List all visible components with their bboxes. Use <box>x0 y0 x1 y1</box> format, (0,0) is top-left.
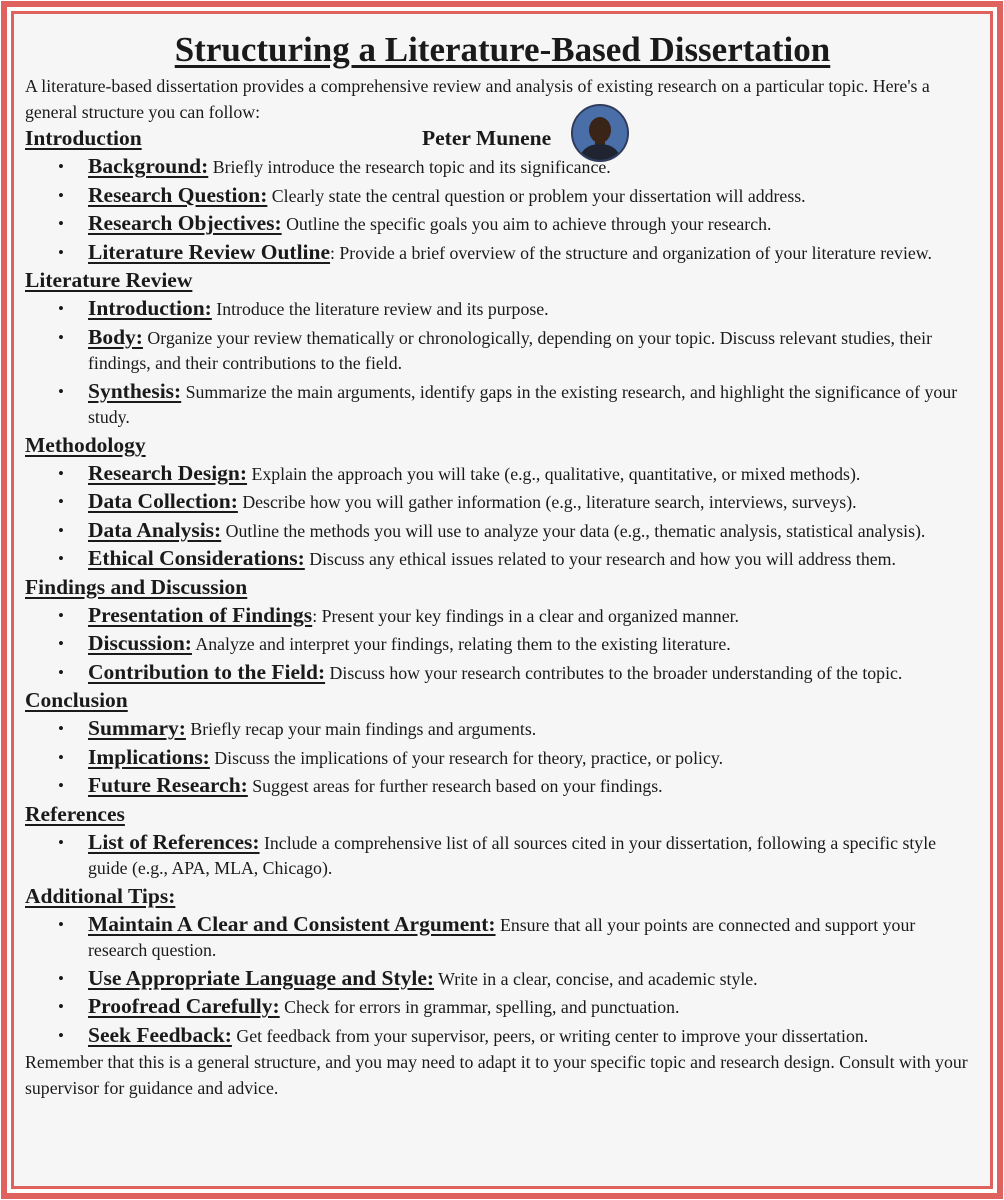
item-label: Summary: <box>88 716 186 740</box>
list-item <box>25 603 980 630</box>
bullet-icon: • <box>58 157 64 176</box>
bullet-list <box>25 716 980 800</box>
item-label: Introduction: <box>88 296 212 320</box>
item-text: Get feedback from your supervisor, peers, or writing center to improve your dissertation. <box>231 1025 869 1046</box>
item-label: Synthesis: <box>88 378 182 403</box>
item-text: Discuss the implications of your research for theory, practice, or policy. <box>209 747 724 768</box>
bullet-icon: • <box>58 549 64 568</box>
section-additional-tips <box>25 883 980 1050</box>
item-text: Include a comprehensive list of all sources cited in your dissertation, following a specific style guide (e.g., APA, MLA, Chicago). <box>88 832 937 878</box>
list-item <box>25 183 980 210</box>
section-conclusion <box>25 687 980 800</box>
item-label: Background: <box>88 154 209 178</box>
bullet-icon: • <box>58 185 64 205</box>
section-heading: Methodology <box>25 432 146 457</box>
bullet-icon: • <box>58 662 64 682</box>
item-label: Body: <box>88 324 143 349</box>
section-heading: Conclusion <box>25 688 128 712</box>
intro-paragraph: A literature-based dissertation provides a comprehensive review and analysis of existing research on a particular topic. Here's a general structure you can follow: <box>25 76 930 122</box>
item-label: Research Question: <box>88 182 268 207</box>
item-label: Future Research: <box>88 773 248 797</box>
bullet-icon: • <box>58 242 64 262</box>
section-literature-review <box>25 267 980 431</box>
author-name: Peter Munene <box>422 126 552 150</box>
closing-paragraph: Remember that this is a general structure, and you may need to adapt it to your specific topic and research design. Consult with your supervisor for guidance and advice. <box>25 1052 968 1098</box>
list-item <box>25 211 980 238</box>
item-text: Analyze and interpret your findings, relating them to the existing literature. <box>191 634 731 654</box>
list-item <box>25 461 980 488</box>
list-item <box>25 489 980 516</box>
item-text: Briefly introduce the research topic and its significance. <box>208 157 611 177</box>
item-text: Check for errors in grammar, spelling, and punctuation. <box>279 997 680 1017</box>
list-item <box>25 1023 980 1050</box>
item-label: Research Objectives: <box>88 211 282 235</box>
section-heading: Additional Tips: <box>25 883 176 908</box>
page-border-inner <box>11 11 993 1189</box>
item-label: Research Design: <box>88 460 248 485</box>
list-item <box>25 379 980 431</box>
item-text: Outline the methods you will use to analyze your data (e.g., thematic analysis, statistical analysis). <box>221 520 926 541</box>
item-text: Discuss how your research contributes to the broader understanding of the topic. <box>325 662 903 683</box>
item-label: Use Appropriate Language and Style: <box>88 965 435 990</box>
list-item <box>25 912 980 964</box>
bullet-icon: • <box>58 463 64 483</box>
item-label: Proofread Carefully: <box>88 994 280 1018</box>
section-introduction <box>25 125 980 266</box>
item-text: Describe how you will gather information (e.g., literature search, interviews, surveys). <box>237 492 857 512</box>
item-text: Discuss any ethical issues related to your research and how you will address them. <box>304 549 896 569</box>
item-label: Literature Review Outline <box>88 239 331 264</box>
item-text: Explain the approach you will take (e.g., qualitative, quantitative, or mixed methods). <box>247 463 861 484</box>
bullet-icon: • <box>58 968 64 988</box>
list-item <box>25 745 980 772</box>
item-text: : Provide a brief overview of the structure and organization of your literature review. <box>330 242 932 263</box>
bullet-icon: • <box>58 719 64 738</box>
item-label: Contribution to the Field: <box>88 659 326 684</box>
bullet-icon: • <box>58 605 64 625</box>
list-item <box>25 966 980 993</box>
section-heading: Literature Review <box>25 268 193 292</box>
item-label: List of References: <box>88 829 260 854</box>
item-label: Presentation of Findings <box>88 602 313 627</box>
bullet-icon: • <box>58 327 64 347</box>
list-item <box>25 325 980 377</box>
bullet-icon: • <box>58 914 64 934</box>
list-item <box>25 296 980 323</box>
item-label: Ethical Considerations: <box>88 546 305 570</box>
item-label: Discussion: <box>88 631 192 655</box>
item-label: Seek Feedback: <box>88 1022 232 1047</box>
section-heading: Introduction Peter Munene <box>25 125 980 152</box>
item-text: Clearly state the central question or problem your dissertation will address. <box>267 185 806 206</box>
section-heading: Findings and Discussion <box>25 574 248 599</box>
item-label: Data Analysis: <box>88 517 222 542</box>
list-item <box>25 240 980 267</box>
bullet-list <box>25 154 980 266</box>
list-item <box>25 994 980 1021</box>
document-body <box>25 30 980 1101</box>
list-item <box>25 830 980 882</box>
item-text: Outline the specific goals you aim to achieve through your research. <box>281 214 772 234</box>
bullet-icon: • <box>58 832 64 852</box>
bullet-icon: • <box>58 997 64 1016</box>
list-item <box>25 546 980 573</box>
item-text: Introduce the literature review and its purpose. <box>211 299 549 319</box>
list-item <box>25 518 980 545</box>
list-item <box>25 660 980 687</box>
list-item <box>25 716 980 743</box>
bullet-icon: • <box>58 1025 64 1045</box>
bullet-list <box>25 296 980 431</box>
section-references <box>25 801 980 882</box>
list-item <box>25 773 980 800</box>
list-item <box>25 631 980 658</box>
page-title: Structuring a Literature-Based Dissertation <box>174 30 831 69</box>
item-label: Data Collection: <box>88 489 238 513</box>
bullet-list <box>25 830 980 882</box>
bullet-icon: • <box>58 299 64 318</box>
item-label: Maintain A Clear and Consistent Argument: <box>88 911 496 936</box>
bullet-list <box>25 912 980 1050</box>
item-text: Organize your review thematically or chronologically, depending on your topic. Discuss relevant studies, their findings, and their contributions to the field. <box>88 327 933 373</box>
item-text: Write in a clear, concise, and academic style. <box>434 968 758 989</box>
item-text: Ensure that all your points are connected and support your research question. <box>88 914 916 960</box>
bullet-icon: • <box>58 520 64 540</box>
section-methodology <box>25 432 980 573</box>
item-text: Summarize the main arguments, identify gaps in the existing research, and highlight the significance of your study. <box>88 381 958 427</box>
item-text: : Present your key findings in a clear and organized manner. <box>312 605 739 626</box>
item-text: Suggest areas for further research based on your findings. <box>247 776 663 796</box>
list-item <box>25 154 980 181</box>
bullet-icon: • <box>58 381 64 401</box>
bullet-list <box>25 603 980 687</box>
bullet-icon: • <box>58 634 64 653</box>
bullet-list <box>25 461 980 573</box>
item-label: Implications: <box>88 744 210 769</box>
page-border-outer <box>1 1 1003 1199</box>
bullet-icon: • <box>58 214 64 233</box>
section-findings-and-discussion <box>25 574 980 687</box>
item-text: Briefly recap your main findings and arguments. <box>185 719 537 739</box>
bullet-icon: • <box>58 747 64 767</box>
section-heading: References <box>25 801 125 826</box>
bullet-icon: • <box>58 776 64 795</box>
bullet-icon: • <box>58 492 64 511</box>
